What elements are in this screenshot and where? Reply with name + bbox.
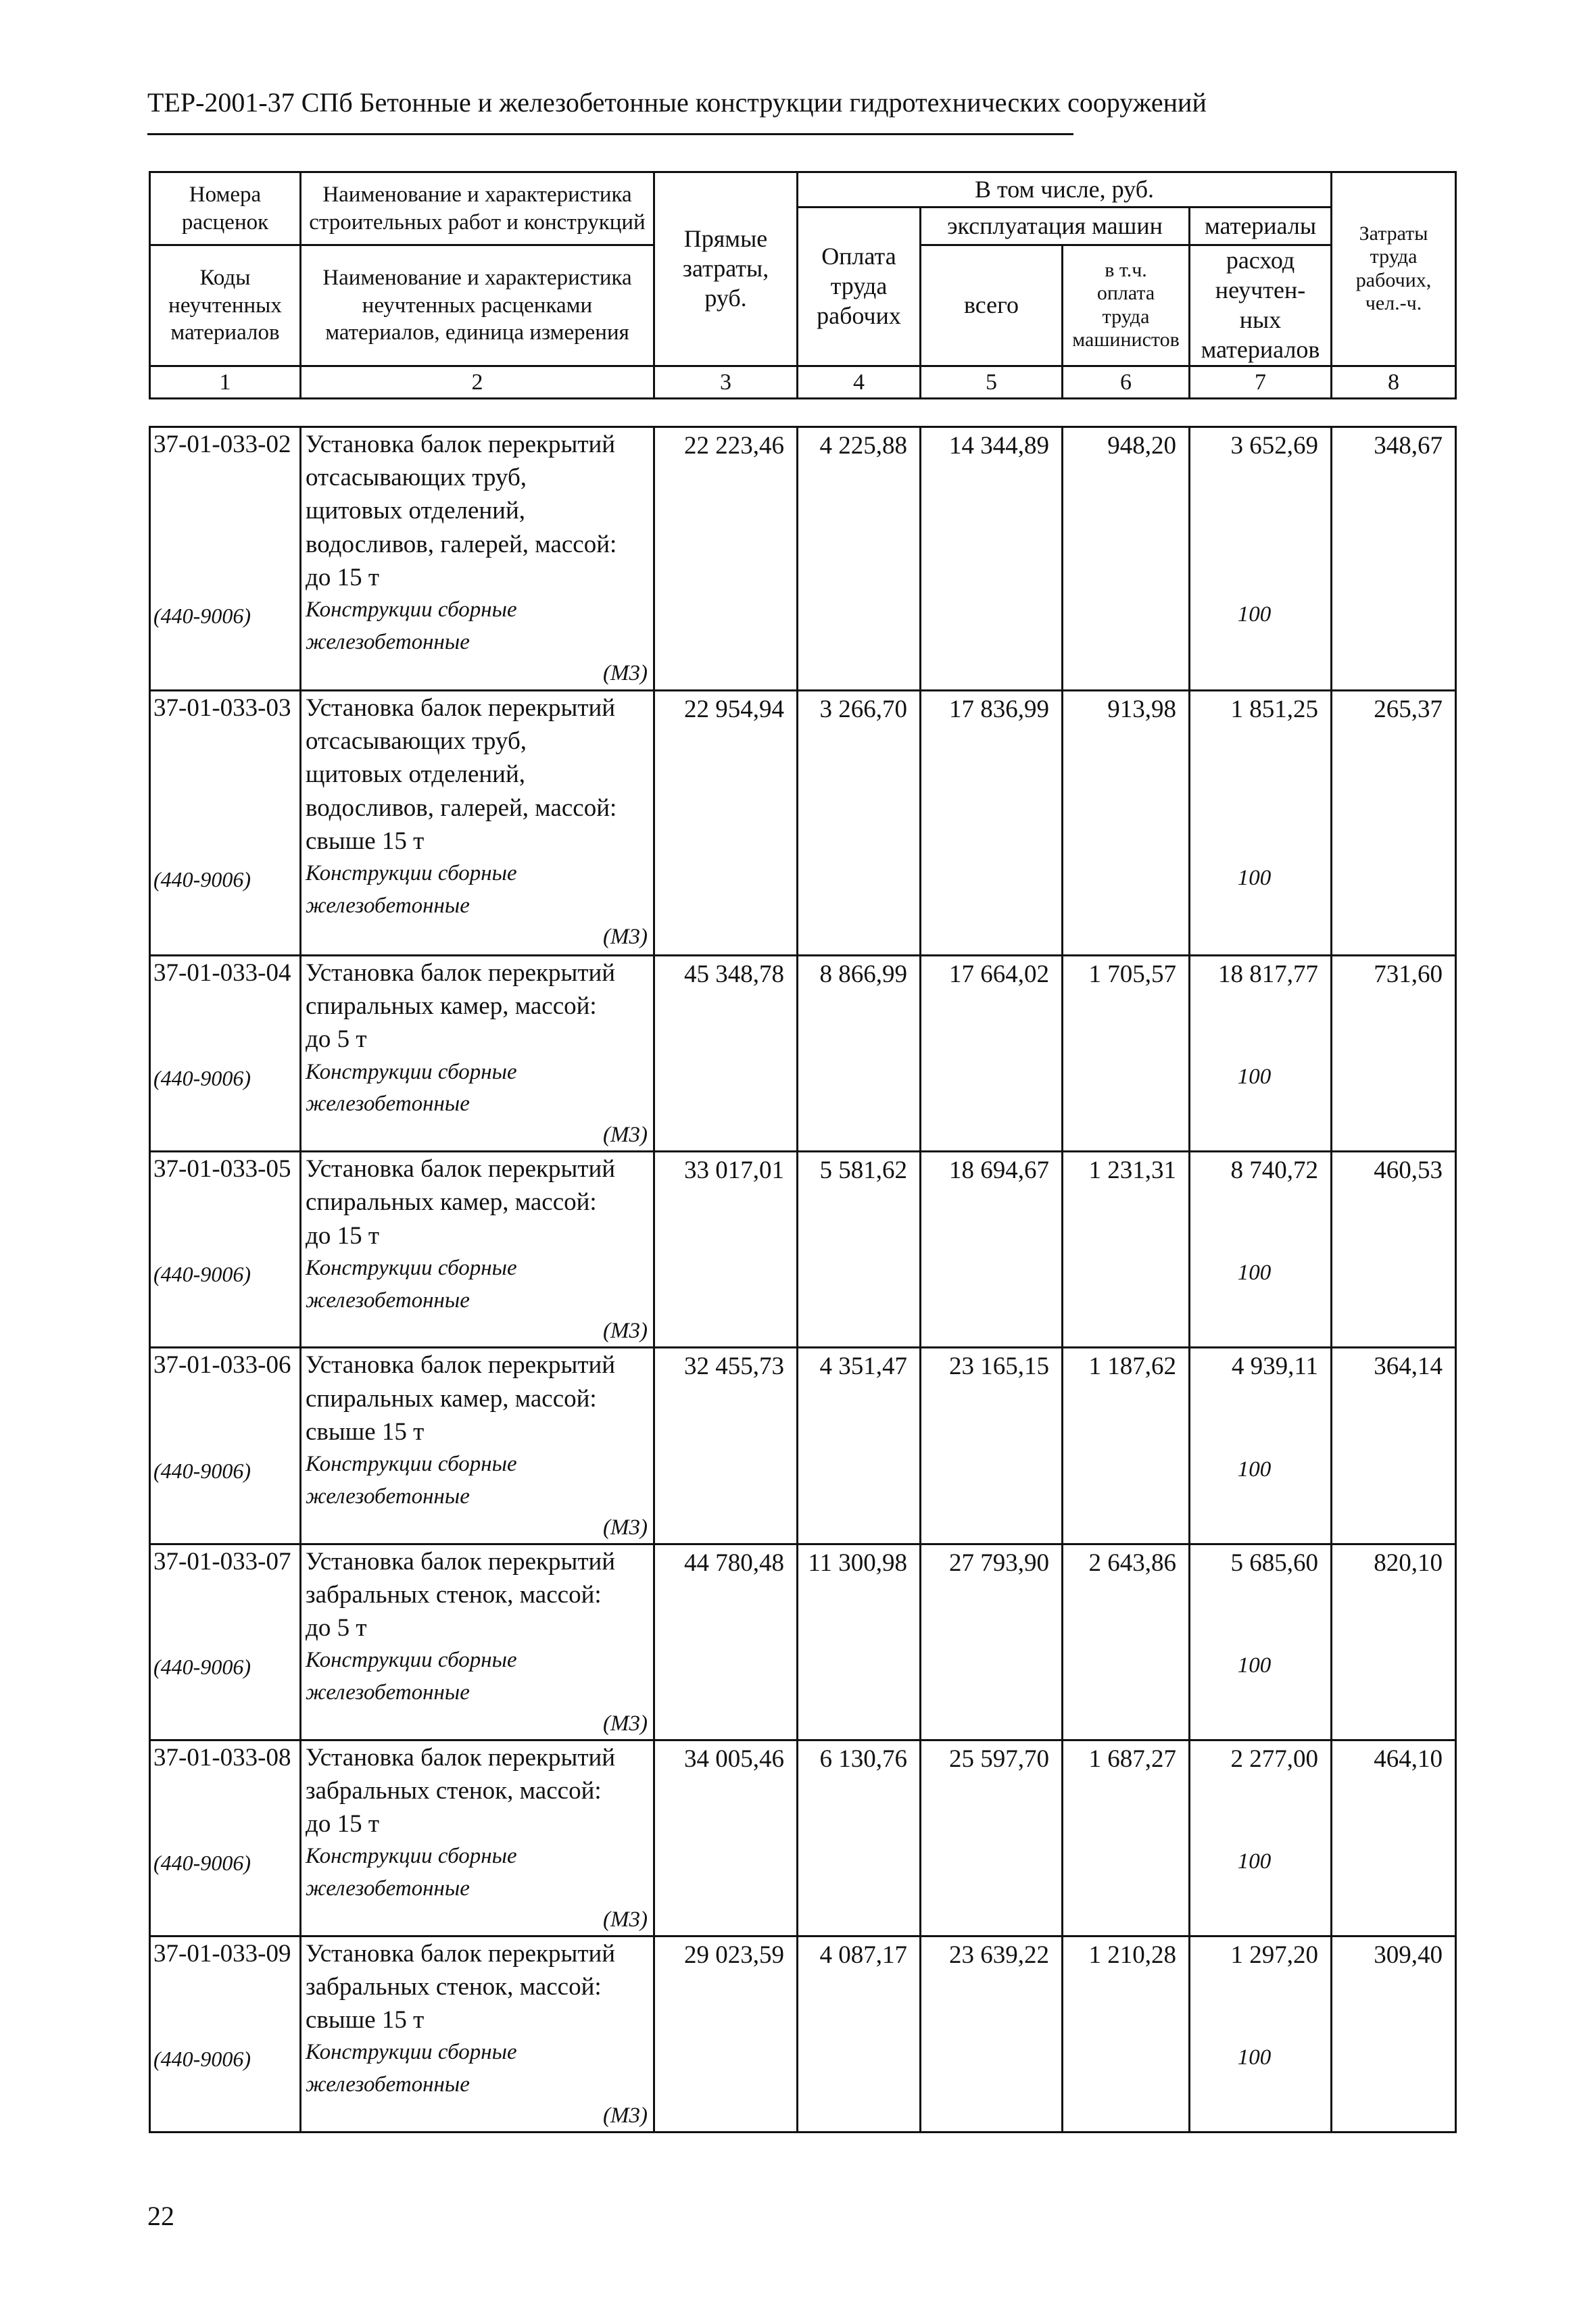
machines-total: 17 836,99 — [921, 691, 1063, 956]
work-name-cell — [301, 1936, 654, 2132]
material-code: (440-9006) — [153, 1262, 251, 1287]
column-number: 5 — [921, 366, 1063, 398]
material-name-line: Конструкции сборные — [306, 598, 517, 623]
work-name-line: до 5 т — [306, 1025, 367, 1054]
machinists-pay: 1 687,27 — [1063, 1740, 1190, 1936]
work-name-line: Установка балок перекрытий — [306, 1351, 616, 1380]
work-name-line: свыше 15 т — [306, 827, 425, 855]
rate-code-cell — [150, 1936, 301, 2132]
rate-code: 37-01-033-06 — [153, 1351, 291, 1380]
direct-costs: 22 954,94 — [654, 691, 798, 956]
material-name-line: железобетонные — [306, 1092, 470, 1117]
labor-hours: 464,10 — [1332, 1740, 1456, 1936]
material-quantity: 100 — [1237, 1457, 1272, 1482]
materials-cell — [1190, 1936, 1332, 2132]
material-quantity: 100 — [1237, 1849, 1272, 1874]
header-machines-total: всего — [921, 245, 1063, 366]
header-labor-pay: Оплата труда рабочих — [798, 208, 921, 366]
material-quantity: 100 — [1237, 602, 1272, 627]
material-quantity: 100 — [1237, 2045, 1272, 2070]
work-name-line: щитовых отделений, — [306, 497, 526, 525]
work-name-line: забральных стенок, массой: — [306, 1580, 602, 1609]
work-name-line: отсасывающих труб, — [306, 727, 527, 756]
work-name-line: спиральных камер, массой: — [306, 1188, 597, 1217]
material-code: (440-9006) — [153, 2047, 251, 2072]
header-unaccounted-materials: расход неучтен- ных материалов — [1190, 245, 1332, 366]
rate-code: 37-01-033-03 — [153, 694, 291, 722]
labor-hours: 731,60 — [1332, 956, 1456, 1152]
materials-cost: 5 685,60 — [1230, 1549, 1318, 1577]
material-unit: (М3) — [603, 1515, 648, 1540]
machines-total: 17 664,02 — [921, 956, 1063, 1152]
machinists-pay: 1 705,57 — [1063, 956, 1190, 1152]
machines-total: 14 344,89 — [921, 427, 1063, 691]
work-name-cell — [301, 691, 654, 956]
title-underline — [147, 133, 1073, 135]
work-name-line: забральных стенок, массой: — [306, 1776, 602, 1805]
machines-total: 27 793,90 — [921, 1544, 1063, 1740]
direct-costs: 33 017,01 — [654, 1152, 798, 1348]
machinists-pay: 1 187,62 — [1063, 1348, 1190, 1544]
labor-hours: 348,67 — [1332, 427, 1456, 691]
work-name-line: до 15 т — [306, 563, 379, 591]
materials-cost: 2 277,00 — [1230, 1745, 1318, 1773]
header-machines: эксплуатация машин — [921, 208, 1190, 245]
labor-hours: 265,37 — [1332, 691, 1456, 956]
rates-table — [149, 426, 1457, 2133]
table-row — [150, 691, 1456, 956]
rate-code-cell — [150, 1740, 301, 1936]
rate-code: 37-01-033-07 — [153, 1547, 291, 1576]
work-name-line: Установка балок перекрытий — [306, 431, 616, 458]
work-name-line: Установка балок перекрытий — [306, 694, 616, 722]
material-unit: (М3) — [603, 1907, 648, 1932]
machinists-pay: 913,98 — [1063, 691, 1190, 956]
materials-cost: 8 740,72 — [1230, 1156, 1318, 1185]
work-name-line: до 5 т — [306, 1613, 367, 1642]
work-name-line: до 15 т — [306, 1221, 379, 1250]
rate-code: 37-01-033-02 — [153, 431, 291, 458]
header-direct-costs: Прямые затраты, руб. — [654, 172, 798, 366]
machines-total: 25 597,70 — [921, 1740, 1063, 1936]
work-name-line: свыше 15 т — [306, 2006, 425, 2034]
materials-cell — [1190, 427, 1332, 691]
direct-costs: 32 455,73 — [654, 1348, 798, 1544]
labor-hours: 364,14 — [1332, 1348, 1456, 1544]
labor-hours: 820,10 — [1332, 1544, 1456, 1740]
material-code: (440-9006) — [153, 1458, 251, 1483]
material-code: (440-9006) — [153, 604, 251, 629]
page-number: 22 — [147, 2201, 174, 2231]
material-unit: (М3) — [603, 1319, 648, 1344]
material-quantity: 100 — [1237, 1261, 1272, 1286]
materials-cell — [1190, 1152, 1332, 1348]
rate-code-cell — [150, 1544, 301, 1740]
material-name-line: Конструкции сборные — [306, 1255, 517, 1280]
materials-cell — [1190, 956, 1332, 1152]
labor-pay: 11 300,98 — [798, 1544, 921, 1740]
labor-pay: 6 130,76 — [798, 1740, 921, 1936]
materials-cost: 1 851,25 — [1230, 696, 1318, 723]
material-name-line: Конструкции сборные — [306, 1059, 517, 1084]
table-header — [149, 171, 1457, 399]
header-work-name: Наименование и характеристика строительных работ и конструкций — [301, 172, 654, 245]
materials-cell — [1190, 1348, 1332, 1544]
machinists-pay: 1 210,28 — [1063, 1936, 1190, 2132]
column-number: 8 — [1332, 366, 1456, 398]
work-name-cell — [301, 956, 654, 1152]
materials-cost: 4 939,11 — [1231, 1353, 1318, 1381]
material-unit: (М3) — [603, 924, 648, 949]
table-row — [150, 1936, 1456, 2132]
materials-cell — [1190, 691, 1332, 956]
work-name-line: спиральных камер, массой: — [306, 1384, 597, 1413]
work-name-line: Установка балок перекрытий — [306, 1743, 616, 1772]
header-labor-hours: Затраты труда рабочих, чел.-ч. — [1332, 172, 1456, 366]
material-quantity: 100 — [1237, 1065, 1272, 1090]
material-name-line: железобетонные — [306, 1484, 470, 1509]
rate-code: 37-01-033-05 — [153, 1155, 291, 1184]
rate-code-cell — [150, 1152, 301, 1348]
header-rate-number: Номера расценок — [150, 172, 301, 245]
material-name-line: Конструкции сборные — [306, 1844, 517, 1869]
materials-cell — [1190, 1740, 1332, 1936]
material-code: (440-9006) — [153, 1066, 251, 1091]
material-name-line: железобетонные — [306, 893, 470, 918]
work-name-cell — [301, 427, 654, 691]
header-materials: материалы — [1190, 208, 1332, 245]
direct-costs: 34 005,46 — [654, 1740, 798, 1936]
material-code: (440-9006) — [153, 1850, 251, 1875]
material-name-line: железобетонные — [306, 629, 470, 654]
work-name-cell — [301, 1740, 654, 1936]
materials-cost: 3 652,69 — [1230, 432, 1318, 460]
material-unit: (М3) — [603, 660, 648, 685]
work-name-line: спиральных камер, массой: — [306, 992, 597, 1021]
rate-code-cell — [150, 956, 301, 1152]
machinists-pay: 1 231,31 — [1063, 1152, 1190, 1348]
work-name-line: Установка балок перекрытий — [306, 1547, 616, 1576]
work-name-line: Установка балок перекрытий — [306, 1155, 616, 1184]
header-group: В том числе, руб. — [798, 172, 1332, 208]
work-name-line: водосливов, галерей, массой: — [306, 530, 617, 558]
direct-costs: 44 780,48 — [654, 1544, 798, 1740]
work-name-line: отсасывающих труб, — [306, 464, 527, 492]
column-number: 7 — [1190, 366, 1332, 398]
work-name-line: забральных стенок, массой: — [306, 1973, 602, 2001]
page-title: ТЕР-2001-37 СПб Бетонные и железобетонные конструкции гидротехнических сооружений — [147, 87, 1207, 118]
direct-costs: 22 223,46 — [654, 427, 798, 691]
materials-cell — [1190, 1544, 1332, 1740]
table-row — [150, 1152, 1456, 1348]
direct-costs: 45 348,78 — [654, 956, 798, 1152]
work-name-cell — [301, 1348, 654, 1544]
labor-hours: 309,40 — [1332, 1936, 1456, 2132]
machines-total: 23 165,15 — [921, 1348, 1063, 1544]
labor-pay: 4 225,88 — [798, 427, 921, 691]
material-name-line: Конструкции сборные — [306, 1648, 517, 1673]
column-number: 2 — [301, 366, 654, 398]
rate-code: 37-01-033-08 — [153, 1743, 291, 1772]
work-name-line: свыше 15 т — [306, 1417, 425, 1446]
rate-code: 37-01-033-09 — [153, 1939, 291, 1968]
rate-code-cell — [150, 427, 301, 691]
materials-cost: 18 817,77 — [1218, 960, 1318, 988]
rate-code-cell — [150, 1348, 301, 1544]
machines-total: 23 639,22 — [921, 1936, 1063, 2132]
rate-code-cell — [150, 691, 301, 956]
material-name-line: железобетонные — [306, 2072, 470, 2097]
work-name-line: Установка балок перекрытий — [306, 1939, 616, 1968]
header-material-codes: Коды неучтенных материалов — [150, 245, 301, 366]
machinists-pay: 948,20 — [1063, 427, 1190, 691]
work-name-line: Установка балок перекрытий — [306, 959, 616, 987]
column-number: 6 — [1063, 366, 1190, 398]
header-material-names: Наименование и характеристика неучтенных расценками материалов, единица измерения — [301, 245, 654, 366]
direct-costs: 29 023,59 — [654, 1936, 798, 2132]
column-number: 1 — [150, 366, 301, 398]
material-name-line: Конструкции сборные — [306, 861, 517, 886]
table-row — [150, 1740, 1456, 1936]
labor-pay: 4 351,47 — [798, 1348, 921, 1544]
labor-pay: 8 866,99 — [798, 956, 921, 1152]
labor-pay: 3 266,70 — [798, 691, 921, 956]
material-name-line: железобетонные — [306, 1288, 470, 1313]
table-row — [150, 956, 1456, 1152]
labor-pay: 5 581,62 — [798, 1152, 921, 1348]
work-name-line: до 15 т — [306, 1810, 379, 1838]
material-unit: (М3) — [603, 1711, 648, 1736]
labor-hours: 460,53 — [1332, 1152, 1456, 1348]
column-number: 4 — [798, 366, 921, 398]
material-quantity: 100 — [1237, 1653, 1272, 1678]
material-unit: (М3) — [603, 2103, 648, 2128]
work-name-cell — [301, 1544, 654, 1740]
work-name-line: водосливов, галерей, массой: — [306, 794, 617, 822]
material-name-line: Конструкции сборные — [306, 1451, 517, 1476]
material-code: (440-9006) — [153, 1654, 251, 1679]
header-machinists-pay: в т.ч. оплата труда машинистов — [1063, 245, 1190, 366]
labor-pay: 4 087,17 — [798, 1936, 921, 2132]
work-name-cell — [301, 1152, 654, 1348]
material-unit: (М3) — [603, 1123, 648, 1148]
material-name-line: Конструкции сборные — [306, 2040, 517, 2065]
machinists-pay: 2 643,86 — [1063, 1544, 1190, 1740]
column-number: 3 — [654, 366, 798, 398]
machines-total: 18 694,67 — [921, 1152, 1063, 1348]
table-row — [150, 1544, 1456, 1740]
material-name-line: железобетонные — [306, 1680, 470, 1705]
rate-code: 37-01-033-04 — [153, 959, 291, 987]
work-name-line: щитовых отделений, — [306, 760, 526, 789]
material-name-line: железобетонные — [306, 1876, 470, 1901]
material-quantity: 100 — [1237, 866, 1272, 891]
material-code: (440-9006) — [153, 867, 251, 892]
table-row — [150, 1348, 1456, 1544]
table-row — [150, 427, 1456, 691]
materials-cost: 1 297,20 — [1230, 1941, 1318, 1969]
